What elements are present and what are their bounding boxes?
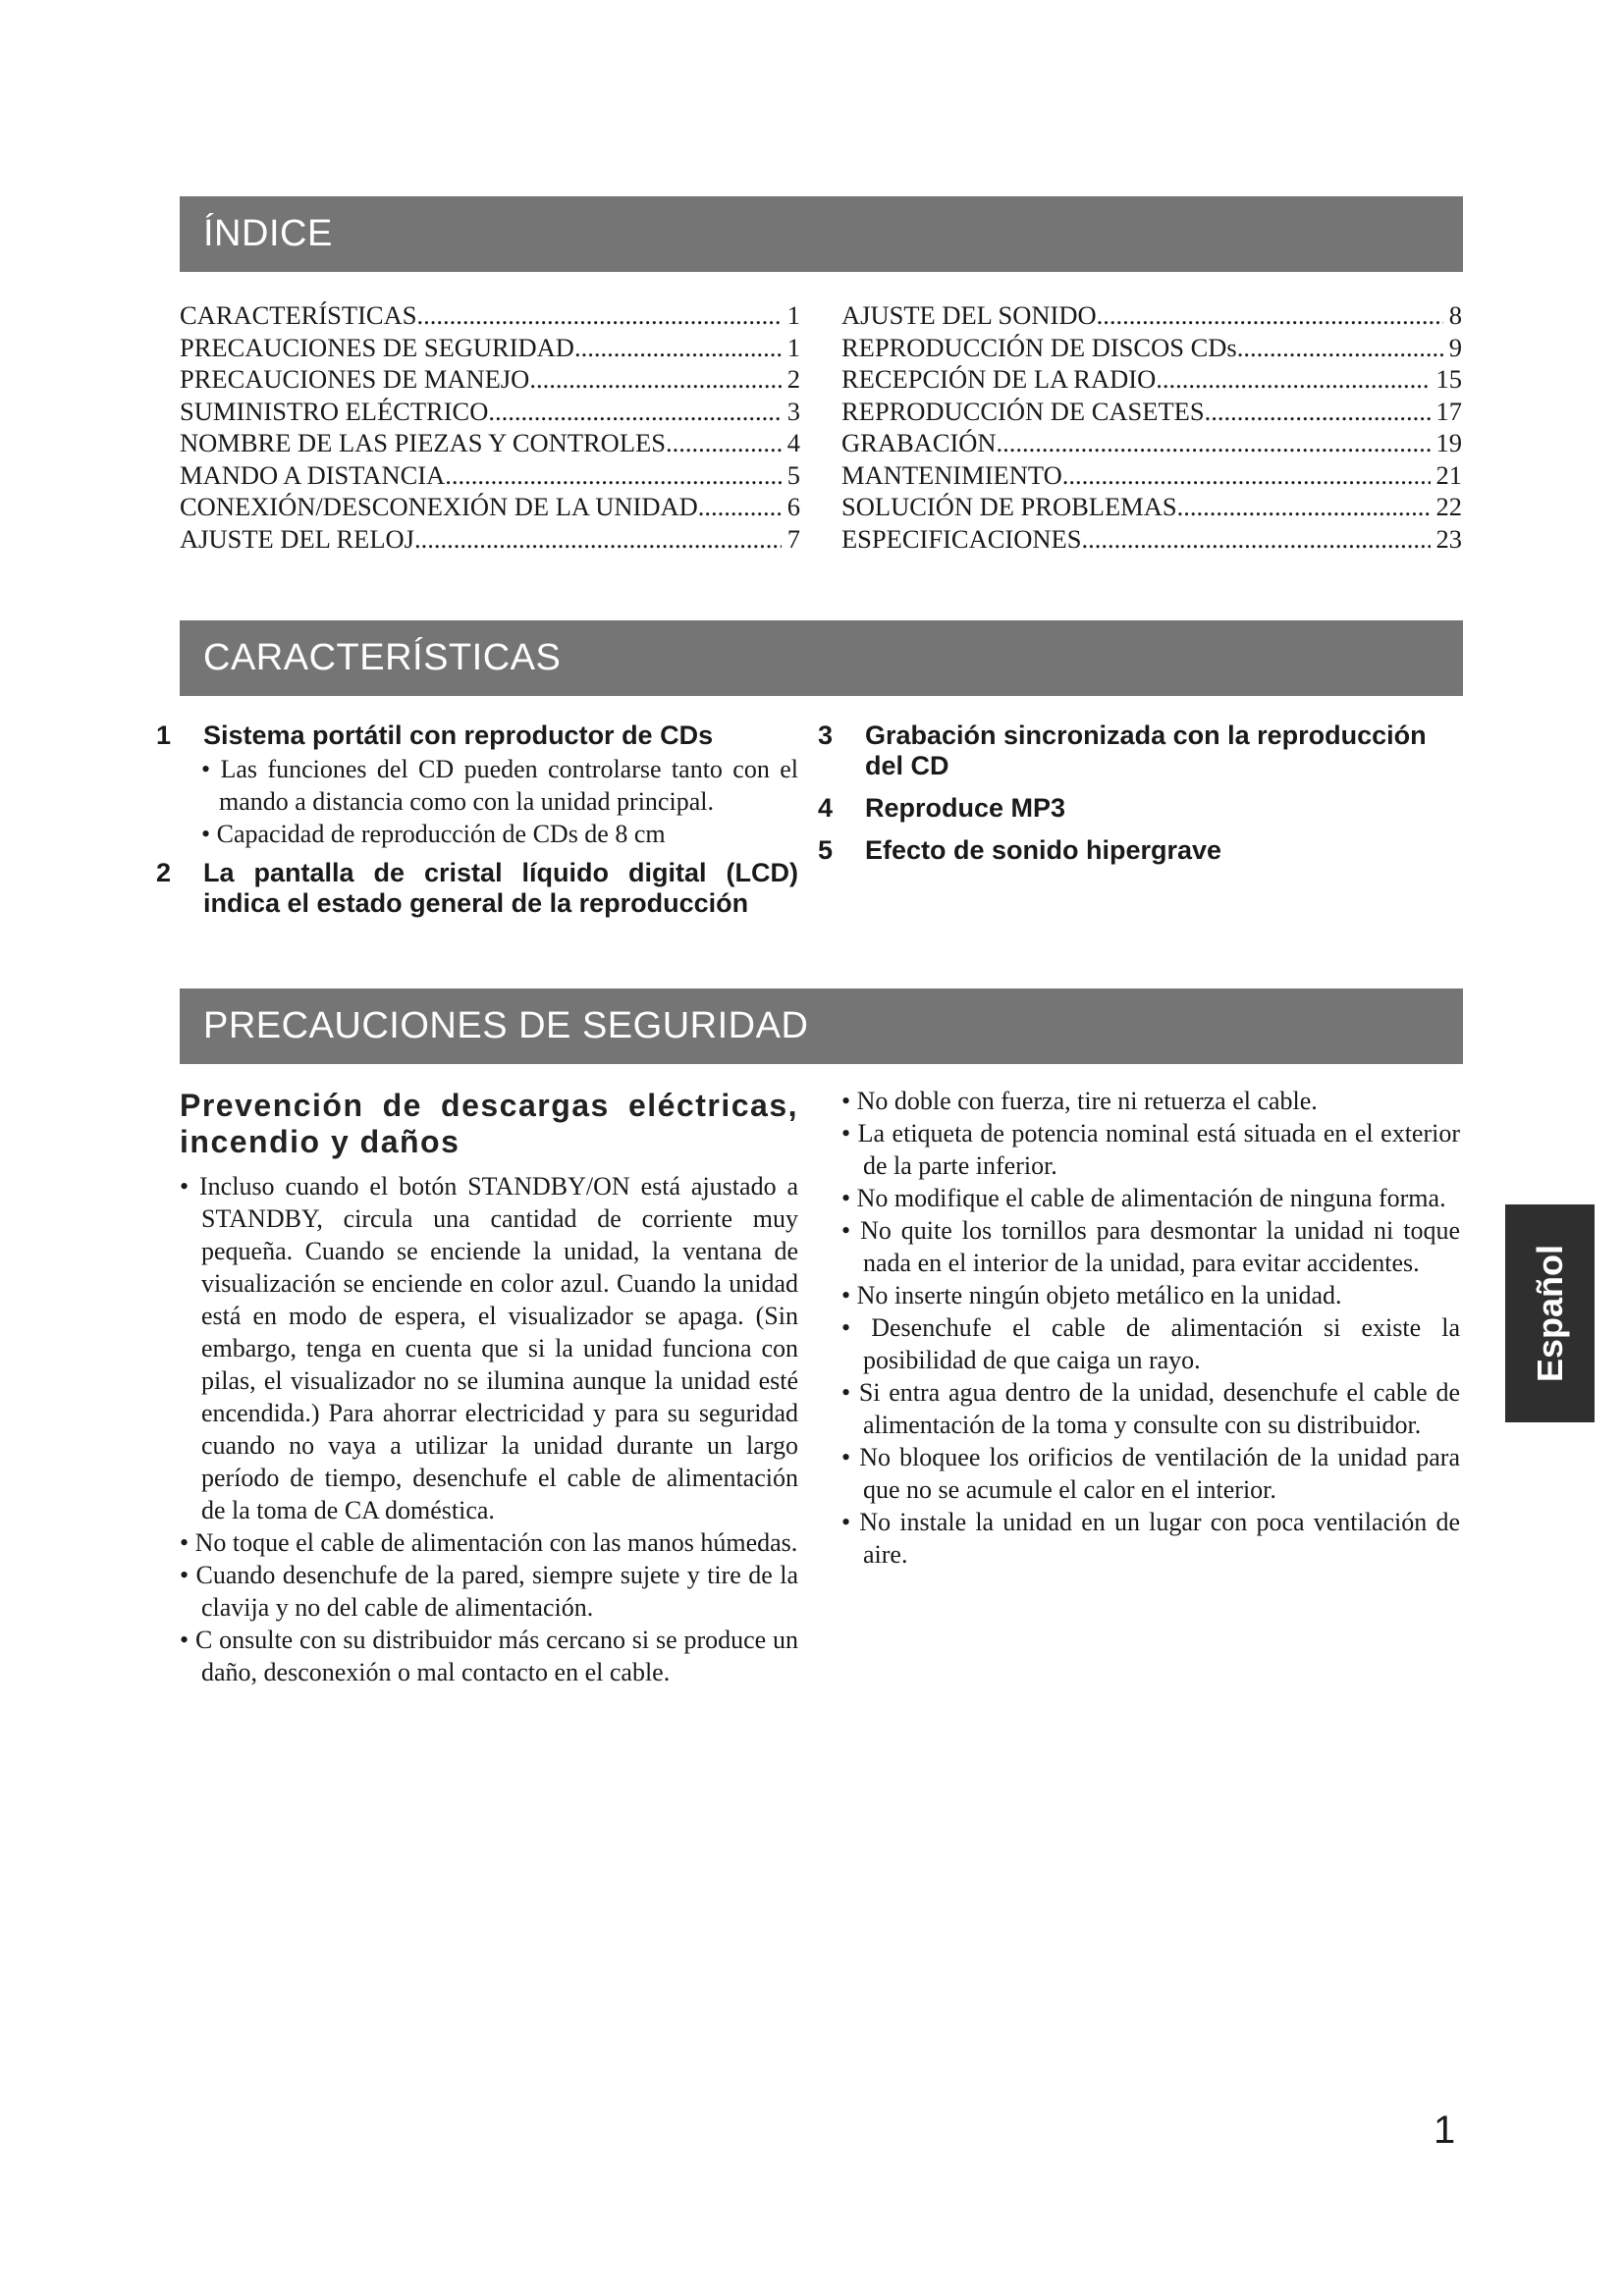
feature-item: 4 Reproduce MP3 (818, 793, 1066, 823)
toc-entry[interactable]: CARACTERÍSTICAS ..... 1 (180, 299, 800, 332)
feature-item: 3 Grabación sincronizada con la reproducción del CD (818, 721, 1427, 780)
toc-entry[interactable]: PRECAUCIONES DE MANEJO ..... 2 (180, 363, 800, 396)
bullet-item: • Si entra agua dentro de la unidad, desenchufe el cable de alimentación de la toma y consulte con su distribuidor. (841, 1376, 1460, 1441)
bullet-item: • La etiqueta de potencia nominal está situada en el exterior de la parte inferior. (841, 1117, 1460, 1182)
toc-entry[interactable]: PRECAUCIONES DE SEGURIDAD ..... 1 (180, 332, 800, 364)
bullet-item: • Incluso cuando el botón STANDBY/ON está ajustado a STANDBY, circula una cantidad de corriente muy pequeña. Cuando se enciende la unidad, la ventana de visualización se enciende en color azul. Cuando la unidad está en modo de espera, el visualizador se apaga. (Sin embargo, tenga en cuenta que si la unidad funciona con pilas, el visualizador no se ilumina aunque la unidad esté encendida.) Para ahorrar electricidad y para su seguridad cuando no vaya a utilizar la unidad durante un largo período de tiempo, desenchufe el cable de alimentación de la toma de CA doméstica. (180, 1170, 798, 1526)
toc-entry[interactable]: SOLUCIÓN DE PROBLEMAS ..... 22 (841, 491, 1462, 523)
bullet-item: • No bloquee los orificios de ventilación de la unidad para que no se acumule el calor en el interior. (841, 1441, 1460, 1506)
feature-bullet: • Las funciones del CD pueden controlarse tanto con el mando a distancia como con la unidad principal. (201, 755, 798, 816)
bullet-item: • No modifique el cable de alimentación de ninguna forma. (841, 1182, 1460, 1214)
feature-item: 5 Efecto de sonido hipergrave (818, 835, 1222, 865)
seguridad-left-column (180, 1088, 798, 1688)
toc-entry[interactable]: AJUSTE DEL SONIDO ..... 8 (841, 299, 1462, 332)
toc-entry[interactable]: NOMBRE DE LAS PIEZAS Y CONTROLES ..... 4 (180, 427, 800, 459)
bullet-item: • No instale la unidad en un lugar con poca ventilación de aire. (841, 1506, 1460, 1571)
features-left (156, 721, 798, 919)
toc-left-column (180, 299, 800, 555)
caracteristicas-header: CARACTERÍSTICAS (180, 620, 1463, 696)
feature-bullet: • Capacidad de reproducción de CDs de 8 cm (201, 820, 666, 848)
toc-entry[interactable]: SUMINISTRO ELÉCTRICO ..... 3 (180, 396, 800, 428)
language-label: Español (1529, 1244, 1570, 1383)
bullet-item: • C onsulte con su distribuidor más cercano si se produce un daño, desconexión o mal contacto en el cable. (180, 1624, 798, 1688)
toc-entry[interactable]: ESPECIFICACIONES ..... 23 (841, 523, 1462, 556)
bullet-item: • Cuando desenchufe de la pared, siempre sujete y tire de la clavija y no del cable de alimentación. (180, 1559, 798, 1624)
bullet-item: • No toque el cable de alimentación con las manos húmedas. (180, 1526, 798, 1559)
feature-item: 1 Sistema portátil con reproductor de CDs (156, 721, 714, 750)
indice-header: ÍNDICE (180, 196, 1463, 272)
seguridad-right-column (841, 1085, 1460, 1571)
seguridad-subheading: Prevención de descargas eléctricas, incendio y daños (180, 1088, 798, 1159)
feature-item: 2 La pantalla de cristal líquido digital (LCD) indica el estado general de la reproducción (156, 858, 798, 918)
bullet-item: • Desenchufe el cable de alimentación si existe la posibilidad de que caiga un rayo. (841, 1311, 1460, 1376)
language-side-tab (1505, 1204, 1595, 1422)
toc-entry[interactable]: MANDO A DISTANCIA ..... 5 (180, 459, 800, 492)
bullet-item: • No doble con fuerza, tire ni retuerza el cable. (841, 1085, 1460, 1117)
toc-entry[interactable]: CONEXIÓN/DESCONEXIÓN DE LA UNIDAD ..... 6 (180, 491, 800, 523)
toc-entry[interactable]: MANTENIMIENTO ..... 21 (841, 459, 1462, 492)
seguridad-header: PRECAUCIONES DE SEGURIDAD (180, 988, 1463, 1064)
features-right (818, 721, 1460, 866)
toc-entry[interactable]: REPRODUCCIÓN DE CASETES ..... 17 (841, 396, 1462, 428)
page-number: 1 (1434, 2109, 1456, 2152)
toc-entry[interactable]: AJUSTE DEL RELOJ ..... 7 (180, 523, 800, 556)
toc-entry[interactable]: GRABACIÓN ..... 19 (841, 427, 1462, 459)
bullet-item: • No quite los tornillos para desmontar la unidad ni toque nada en el interior de la unidad, para evitar accidentes. (841, 1214, 1460, 1279)
bullet-item: • No inserte ningún objeto metálico en la unidad. (841, 1279, 1460, 1311)
toc-entry[interactable]: REPRODUCCIÓN DE DISCOS CDs ..... 9 (841, 332, 1462, 364)
toc-entry[interactable]: RECEPCIÓN DE LA RADIO ..... 15 (841, 363, 1462, 396)
toc-right-column (841, 299, 1462, 555)
